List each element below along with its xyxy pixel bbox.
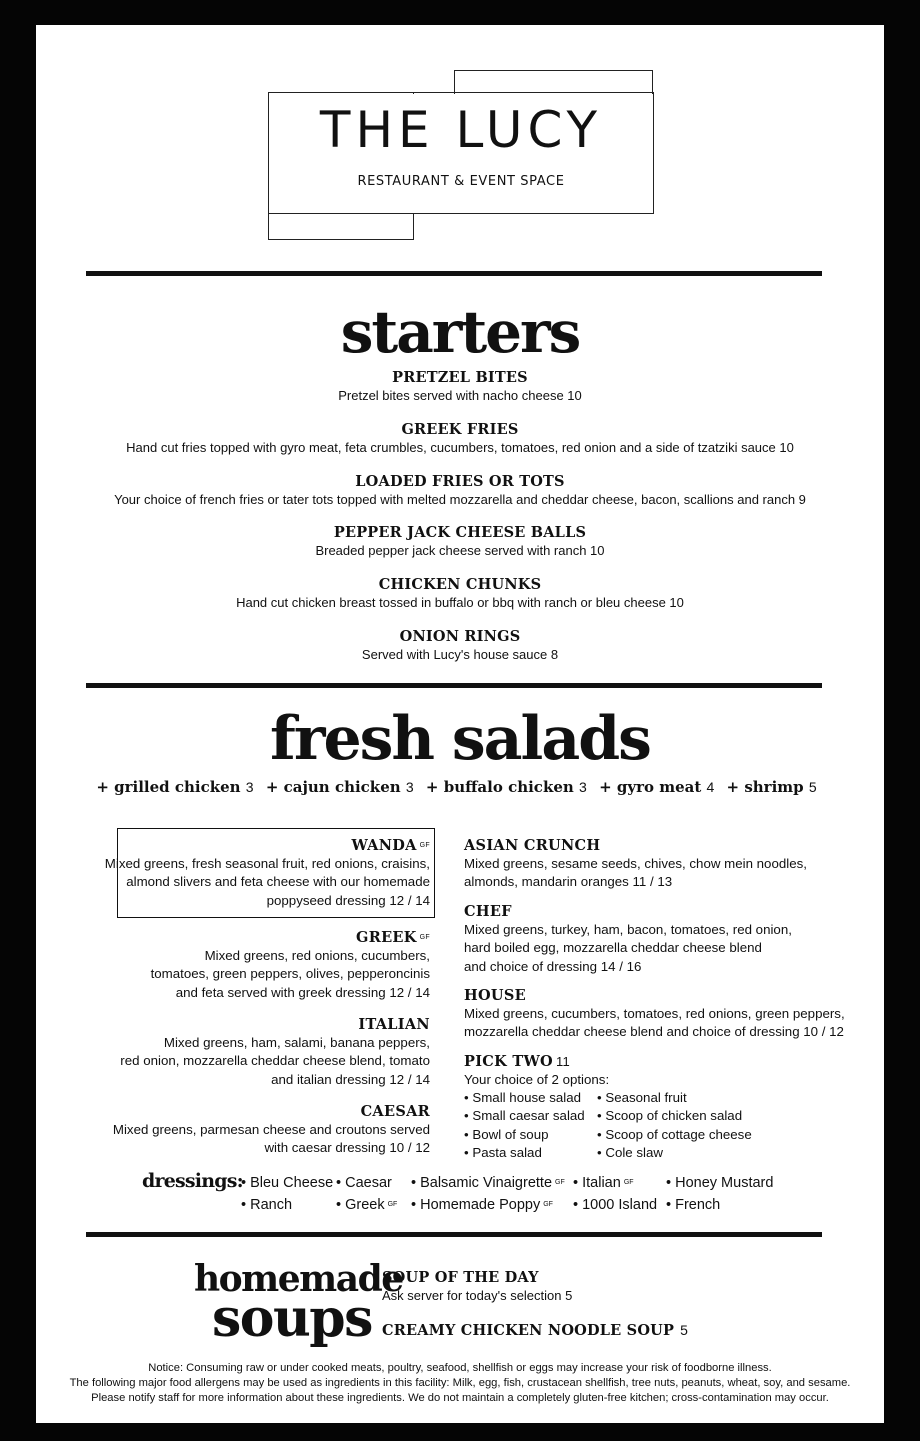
addon-name: grilled chicken: [114, 778, 241, 796]
gluten-free-badge: GF: [387, 1201, 398, 1208]
salad-item: [120, 1015, 430, 1089]
dressing-item: • Homemade Poppy $^{GF}$: [411, 1197, 553, 1213]
pick-two-option: • Scoop of chicken salad: [597, 1108, 743, 1124]
soup-name: SOUP OF THE DAY: [382, 1269, 539, 1286]
starter-name: ONION RINGS: [399, 628, 521, 645]
salad-name: CHEF: [464, 903, 512, 920]
addon-name: cajun chicken: [283, 778, 401, 796]
dressing-item: • Italian $^{GF}$: [573, 1175, 634, 1191]
logo-title: THE LUCY: [319, 101, 603, 159]
dressing-item: • French: [666, 1197, 721, 1213]
pick-two-option: • Scoop of cottage cheese: [597, 1126, 752, 1142]
salad-name: PICK TWO: [464, 1053, 553, 1070]
dressing-item: • 1000 Island: [573, 1197, 658, 1213]
salad-item: [464, 902, 792, 976]
salads-title: fresh salads: [270, 704, 650, 774]
salad-desc: Mixed greens, sesame seeds, chives, chow mein noodles, almonds, mandarin oranges 11 / 13: [464, 856, 807, 890]
gluten-free-badge: GF: [419, 842, 430, 849]
starter-item: [36, 420, 884, 457]
starter-item: [36, 575, 884, 612]
salad-item: [464, 836, 807, 892]
salad-desc: Mixed greens, turkey, ham, bacon, tomatoes, red onion, hard boiled egg, mozzarella cheddar cheese blend and choice of dressing 14 / 16: [464, 922, 792, 974]
notice-line: The following major food allergens may be used as ingredients in this facility: Milk, egg, fish, crustacean shellfish, tree nuts, peanuts, wheat, soy, and sesame.: [69, 1377, 851, 1389]
starter-desc: Hand cut chicken breast tossed in buffalo or bbq with ranch or bleu cheese 10: [236, 595, 684, 610]
notice-line: Notice: Consuming raw or under cooked meats, poultry, seafood, shellfish or eggs may increase your risk of foodborne illness.: [148, 1362, 772, 1374]
pick-two-option: • Cole slaw: [597, 1144, 663, 1160]
starters-title: starters: [340, 298, 580, 366]
soup-price: 5: [680, 1322, 689, 1338]
starter-name: CHICKEN CHUNKS: [378, 576, 542, 593]
soup-item: [382, 1269, 572, 1303]
salad-name: ASIAN CRUNCH: [464, 837, 601, 854]
logo-subtitle: RESTAURANT & EVENT SPACE: [357, 174, 565, 189]
starter-item: [36, 368, 884, 405]
addon-price: 3: [245, 779, 254, 795]
starter-desc: Served with Lucy's house sauce 8: [361, 647, 559, 662]
divider-rule: [86, 683, 822, 688]
salad-name: ITALIAN: [358, 1016, 430, 1033]
salad-item: [113, 1102, 430, 1158]
salad-price: 11: [555, 1054, 571, 1069]
starter-name: GREEK FRIES: [401, 421, 519, 438]
starter-desc: Hand cut fries topped with gyro meat, feta crumbles, cucumbers, tomatoes, red onion and a side of tzatziki sauce 10: [126, 440, 794, 455]
pick-two-option: • Bowl of soup: [464, 1126, 549, 1142]
salad-item: [464, 1052, 609, 1089]
soups-title-line1: homemade: [194, 1258, 403, 1300]
starter-name: LOADED FRIES OR TOTS: [355, 473, 565, 490]
salad-desc: Mixed greens, fresh seasonal fruit, red onions, craisins, almond slivers and feta cheese with our homemade poppyseed dressing 12 / 14: [104, 856, 430, 908]
soup-name: CREAMY CHICKEN NOODLE SOUP: [382, 1322, 675, 1339]
salad-name: CAESAR: [360, 1103, 430, 1120]
salad-desc: Mixed greens, cucumbers, tomatoes, red onions, green peppers, mozzarella cheddar cheese blend and choice of dressing 10 / 12: [464, 1006, 845, 1040]
starter-item: [36, 627, 884, 664]
divider-rule: [86, 1232, 822, 1237]
dressing-item: • Balsamic Vinaigrette $^{GF}$: [411, 1175, 565, 1191]
salad-item: [105, 836, 430, 910]
starter-desc: Pretzel bites served with nacho cheese 10: [338, 388, 582, 403]
gluten-free-badge: GF: [555, 1179, 565, 1186]
salad-name: HOUSE: [464, 987, 526, 1004]
soup-desc: Ask server for today's selection 5: [382, 1288, 573, 1303]
salad-desc: Mixed greens, parmesan cheese and croutons served with caesar dressing 10 / 12: [112, 1122, 430, 1156]
dressing-item: • Bleu Cheese: [241, 1175, 334, 1191]
salad-item: [151, 928, 430, 1002]
allergen-notice: [36, 1361, 884, 1406]
dressing-item: • Caesar: [336, 1175, 392, 1191]
restaurant-logo: [268, 70, 654, 242]
dressings-label: dressings:: [142, 1170, 243, 1192]
starter-desc: Your choice of french fries or tater tots topped with melted mozzarella and cheddar cheese, bacon, scallions and ranch 9: [114, 492, 806, 507]
starter-name: PEPPER JACK CHEESE BALLS: [333, 524, 587, 541]
salad-desc: Your choice of 2 options:: [464, 1072, 610, 1087]
addon-price: 4: [706, 779, 715, 795]
soups-title-line2: soups: [212, 1288, 372, 1349]
starter-item: [36, 523, 884, 560]
addon-price: 3: [579, 779, 587, 795]
pick-two-option: • Small house salad: [464, 1090, 582, 1105]
salad-item: [464, 986, 845, 1042]
addon-name: buffalo chicken: [443, 778, 574, 796]
notice-line: Please notify staff for more information about these ingredients. We do not maintain a completely gluten-free kitchen; cross-contamination may occur.: [91, 1392, 829, 1404]
starter-desc: Breaded pepper jack cheese served with ranch 10: [315, 543, 605, 558]
dressing-item: • Ranch: [241, 1197, 293, 1213]
salad-addons: + grilled chicken 3 + cajun chicken 3 + buffalo chicken 3 + gyro meat 4 + shrimp 5: [96, 778, 817, 796]
gluten-free-badge: GF: [623, 1179, 634, 1186]
addon-name: gyro meat: [616, 778, 702, 796]
salad-name: WANDA: [351, 837, 417, 854]
pick-two-option: • Seasonal fruit: [597, 1090, 687, 1105]
salad-desc: Mixed greens, ham, salami, banana peppers, red onion, mozzarella cheddar cheese blend, tomato and italian dressing 12 / 14: [120, 1035, 430, 1087]
pick-two-column: [597, 1089, 752, 1162]
dressing-item: • Honey Mustard: [666, 1175, 774, 1191]
menu-page: [36, 25, 884, 1423]
pick-two-option: • Pasta salad: [464, 1144, 542, 1160]
addon-price: 5: [808, 779, 817, 795]
divider-rule: [86, 271, 822, 276]
soup-item: [382, 1322, 688, 1339]
salad-name: GREEK: [356, 929, 417, 946]
salad-desc: Mixed greens, red onions, cucumbers, tomatoes, green peppers, olives, pepperoncinis and feta served with greek dressing 12 / 14: [150, 948, 430, 1000]
starter-name: PRETZEL BITES: [392, 369, 528, 386]
gluten-free-badge: GF: [543, 1201, 553, 1208]
dressing-item: • Greek $^{GF}$: [336, 1197, 398, 1213]
starter-item: [36, 472, 884, 509]
addon-price: 3: [405, 779, 414, 795]
addon-name: shrimp: [744, 778, 804, 796]
pick-two-column: [464, 1089, 585, 1162]
gluten-free-badge: GF: [419, 934, 430, 941]
pick-two-option: • Small caesar salad: [464, 1108, 585, 1124]
